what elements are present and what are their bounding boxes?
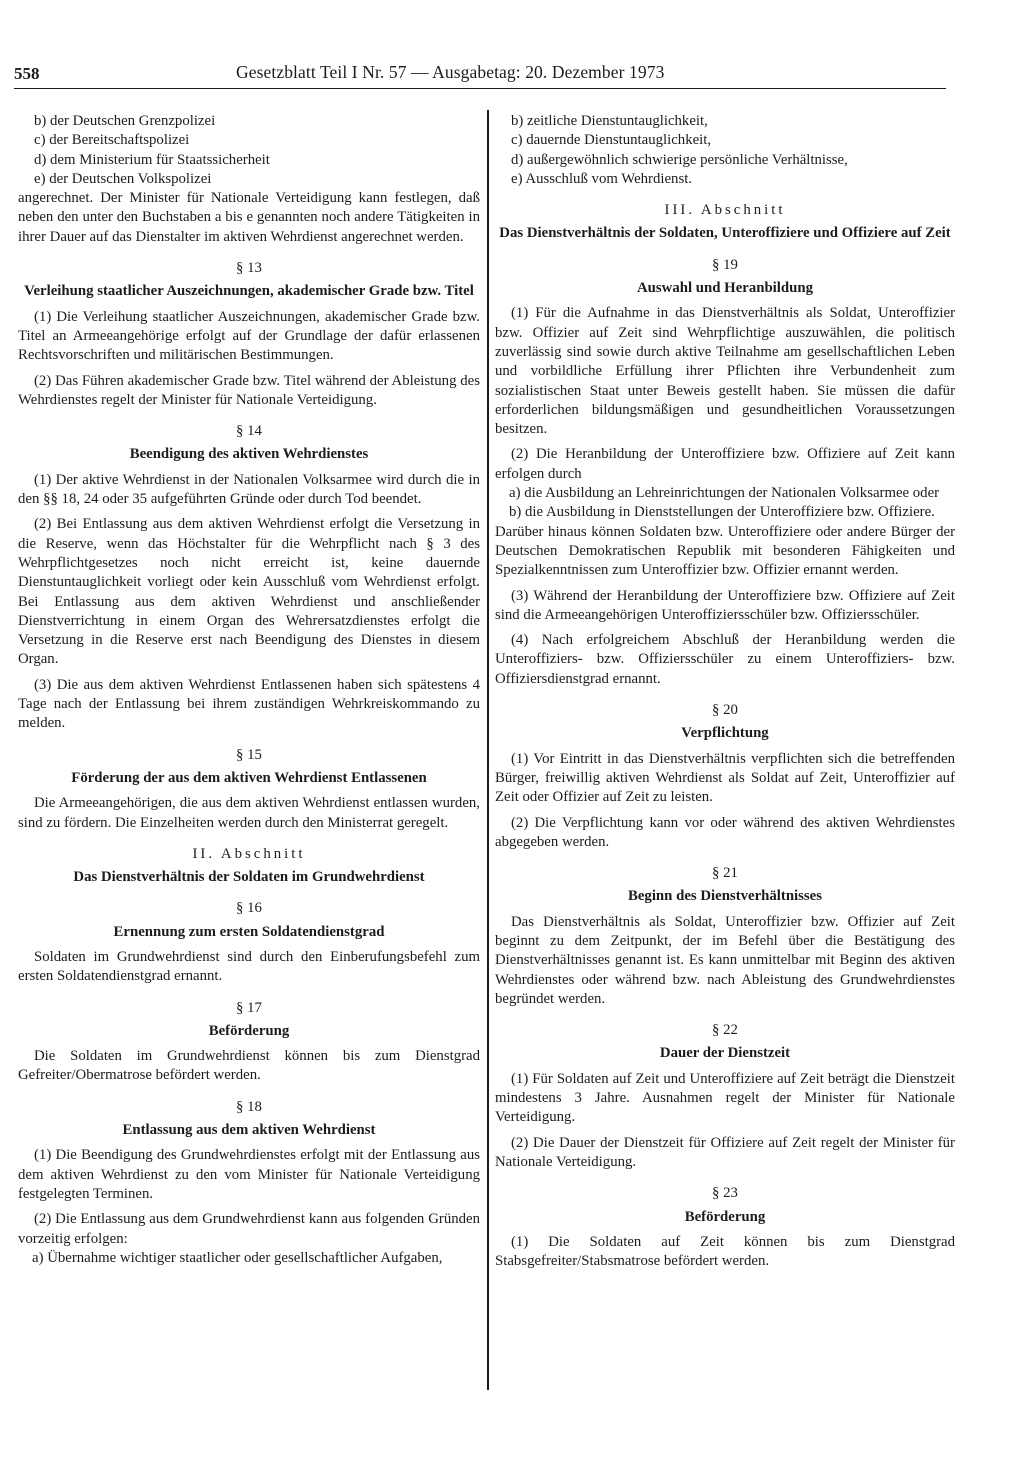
list-item: c) dauernde Dienstuntauglichkeit,	[511, 132, 712, 149]
paragraph: (1) Der aktive Wehrdienst in der Nationalen Volksarmee wird durch die in den §§ 18, 24 oder 35 aufgeführten Gründe oder durch Tod beendet.	[18, 471, 480, 508]
section-number: § 13	[236, 260, 262, 277]
paragraph: (2) Die Verpflichtung kann vor oder während des aktiven Wehrdienstes abgegeben werden.	[495, 814, 955, 850]
chapter-title: Das Dienstverhältnis der Soldaten im Grundwehrdienst	[73, 869, 425, 886]
paragraph: (1) Für Soldaten auf Zeit und Unteroffiziere auf Zeit beträgt die Dienstzeit mindestens 3 Jahre. Ausnahmen regelt der Minister für Nationale Verteidigung.	[495, 1070, 955, 1126]
section-number: § 17	[236, 999, 262, 1016]
section-heading: Beginn des Dienstverhältnisses	[627, 888, 823, 905]
paragraph: Das Dienstverhältnis als Soldat, Unteroffizier bzw. Offizier auf Zeit beginnt zu dem Zeitpunkt, der im Befehl über die Bestätigung des Dienstverhältnisses genannt ist. Es kann unmittelbar mit Beginn des aktiven Wehrdienstes oder während bzw. nach Ableistung des Grundwehrdienstes begründet werden.	[495, 913, 955, 1007]
section-number: § 15	[236, 746, 262, 763]
section-number: § 16	[236, 900, 262, 917]
list-item: b) die Ausbildung in Dienststellungen der Unteroffiziere bzw. Offiziere.	[509, 504, 935, 521]
chapter-label: III. Abschnitt	[664, 202, 786, 219]
paragraph: (2) Die Entlassung aus dem Grundwehrdienst kann aus folgenden Gründen vorzeitig erfolgen:	[18, 1211, 480, 1247]
list-item: b) der Deutschen Grenzpolizei	[34, 113, 216, 129]
section-heading: Förderung der aus dem aktiven Wehrdienst Entlassenen	[71, 769, 427, 786]
section-heading: Verpflichtung	[681, 725, 769, 742]
list-item: c) der Bereitschaftspolizei	[34, 132, 190, 149]
list-item: a) die Ausbildung an Lehreinrichtungen der Nationalen Volksarmee oder	[509, 485, 940, 502]
section-number: § 14	[236, 423, 262, 440]
section-heading: Beendigung des aktiven Wehrdienstes	[129, 446, 369, 463]
list-item: e) Ausschluß vom Wehrdienst.	[511, 170, 693, 187]
section-number: § 21	[712, 865, 738, 882]
column-divider	[487, 110, 489, 1390]
paragraph: Soldaten im Grundwehrdienst sind durch den Einberufungsbefehl zum ersten Soldatendienstgrad ernannt.	[18, 948, 480, 985]
paragraph: (1) Die Beendigung des Grundwehrdienstes erfolgt mit der Entlassung aus dem aktiven Wehrdienst zu den vom Minister für Nationale Verteidigung festgelegten Terminen.	[18, 1147, 480, 1202]
paragraph: (1) Die Soldaten auf Zeit können bis zum Dienstgrad Stabsgefreiter/Stabsmatrose befördert werden.	[495, 1233, 955, 1270]
list-item: e) der Deutschen Volkspolizei	[34, 170, 212, 187]
section-heading: Ernennung zum ersten Soldatendienstgrad	[113, 923, 385, 940]
header-title: Gesetzblatt Teil I Nr. 57 — Ausgabetag: 20. Dezember 1973	[236, 62, 665, 82]
section-heading: Verleihung staatlicher Auszeichnungen, akademischer Grade bzw. Titel	[24, 283, 474, 300]
left-column	[18, 112, 480, 1268]
section-heading: Dauer der Dienstzeit	[659, 1045, 791, 1062]
paragraph: (3) Die aus dem aktiven Wehrdienst Entlassenen haben sich spätestens 4 Tage nach der Entlassung bei ihrem zuständigen Wehrkreiskommando zu melden.	[18, 676, 480, 732]
paragraph: (3) Während der Heranbildung der Unteroffiziere bzw. Offiziere auf Zeit sind die Armeeangehörigen Unteroffiziersschüler bzw. Offiziersschüler.	[495, 587, 955, 623]
list-item: d) dem Ministerium für Staatssicherheit	[34, 151, 270, 168]
section-heading: Beförderung	[684, 1208, 766, 1225]
paragraph: (1) Vor Eintritt in das Dienstverhältnis verpflichten sich die betreffenden Bürger, freiwillig aktiven Wehrdienst als Soldat auf Zeit, Unteroffizier auf Zeit oder Offizier auf Zeit zu leisten.	[495, 750, 955, 806]
paragraph: (2) Die Dauer der Dienstzeit für Offiziere auf Zeit regelt der Minister für Nationale Verteidigung.	[495, 1134, 955, 1170]
section-heading: Auswahl und Heranbildung	[637, 280, 813, 297]
paragraph: (1) Für die Aufnahme in das Dienstverhältnis als Soldat, Unteroffizier bzw. Offizier auf Zeit sind Wehrpflichtige auszuwählen, die politisch zuverlässig sind sowie durch aktive Teilnahme am gesellschaftlichen Leben und vorbildliche Erfüllung ihrer Pflichten ihre Verbundenheit zum sozialistischen Staat unter Beweis gestellt haben. Sie müssen die dafür erforderlichen bildungsmäßigen und gesundheitlichen Voraussetzungen besitzen.	[495, 305, 955, 438]
section-heading: Beförderung	[208, 1022, 290, 1039]
list-item: b) zeitliche Dienstuntauglichkeit,	[511, 113, 708, 129]
section-heading: Entlassung aus dem aktiven Wehrdienst	[122, 1122, 376, 1139]
chapter-title: Das Dienstverhältnis der Soldaten, Unteroffiziere und Offiziere auf Zeit	[499, 225, 951, 242]
list-item: d) außergewöhnlich schwierige persönliche Verhältnisse,	[511, 151, 848, 168]
paragraph: (2) Das Führen akademischer Grade bzw. Titel während der Ableistung des Wehrdienstes regelt der Minister für Nationale Verteidigung.	[18, 372, 480, 408]
list-item: a) Übernahme wichtiger staatlicher oder gesellschaftlicher Aufgaben,	[32, 1249, 443, 1266]
paragraph: (4) Nach erfolgreichem Abschluß der Heranbildung werden die Unteroffiziers- bzw. Offiziersschüler zu einem Unteroffiziers- bzw. Offiziersdienstgrad ernannt.	[495, 632, 955, 687]
right-column	[495, 112, 955, 1271]
paragraph: Die Soldaten im Grundwehrdienst können bis zum Dienstgrad Gefreiter/Obermatrose befördert werden.	[18, 1048, 480, 1084]
section-number: § 23	[712, 1185, 738, 1202]
paragraph: (1) Die Verleihung staatlicher Auszeichnungen, akademischer Grade bzw. Titel an Armeeangehörige erfolgt auf der Grundlage der dafür erlassenen Rechtsvorschriften und militärischen Bestimmungen.	[18, 308, 480, 364]
paragraph: angerechnet. Der Minister für Nationale Verteidigung kann festlegen, daß neben den unter den Buchstaben a bis e genannten noch andere Tätigkeiten in ihrer Dauer auf das Dienstalter im aktiven Wehrdienst angerechnet werden.	[18, 190, 480, 245]
section-number: § 18	[236, 1098, 262, 1115]
page-header	[14, 60, 946, 89]
section-number: § 19	[712, 256, 738, 273]
section-number: § 20	[712, 702, 738, 719]
paragraph: (2) Bei Entlassung aus dem aktiven Wehrdienst erfolgt die Versetzung in die Reserve, wenn das Höchstalter für die Wehrpflicht nach § 3 des Wehrpflichtgesetzes noch nicht erreicht ist, keine dauernde Dienstuntauglichkeit vorliegt oder kein Ausschluß vom Wehrdienst erfolgt. Bei Entlassung aus dem aktiven Wehrdienst und anschließender Dienstverrichtung in einem Organ des Wehrersatzdienstes erfolgt die Versetzung in die Reserve erst nach Beendigung des Dienstes in diesem Organ.	[18, 516, 480, 668]
paragraph: Die Armeeangehörigen, die aus dem aktiven Wehrdienst entlassen wurden, sind zu fördern. Die Einzelheiten werden durch den Ministerrat geregelt.	[18, 795, 480, 831]
paragraph: Darüber hinaus können Soldaten bzw. Unteroffiziere oder andere Bürger der Deutschen Demokratischen Republik mit besonderen Fähigkeiten und Spezialkenntnissen zum Unteroffizier bzw. Offizier ernannt werden.	[495, 523, 955, 579]
page-number: 558	[14, 64, 40, 83]
chapter-label: II. Abschnitt	[192, 845, 306, 862]
section-number: § 22	[712, 1022, 738, 1039]
paragraph: (2) Die Heranbildung der Unteroffiziere bzw. Offiziere auf Zeit kann erfolgen durch	[495, 446, 955, 482]
